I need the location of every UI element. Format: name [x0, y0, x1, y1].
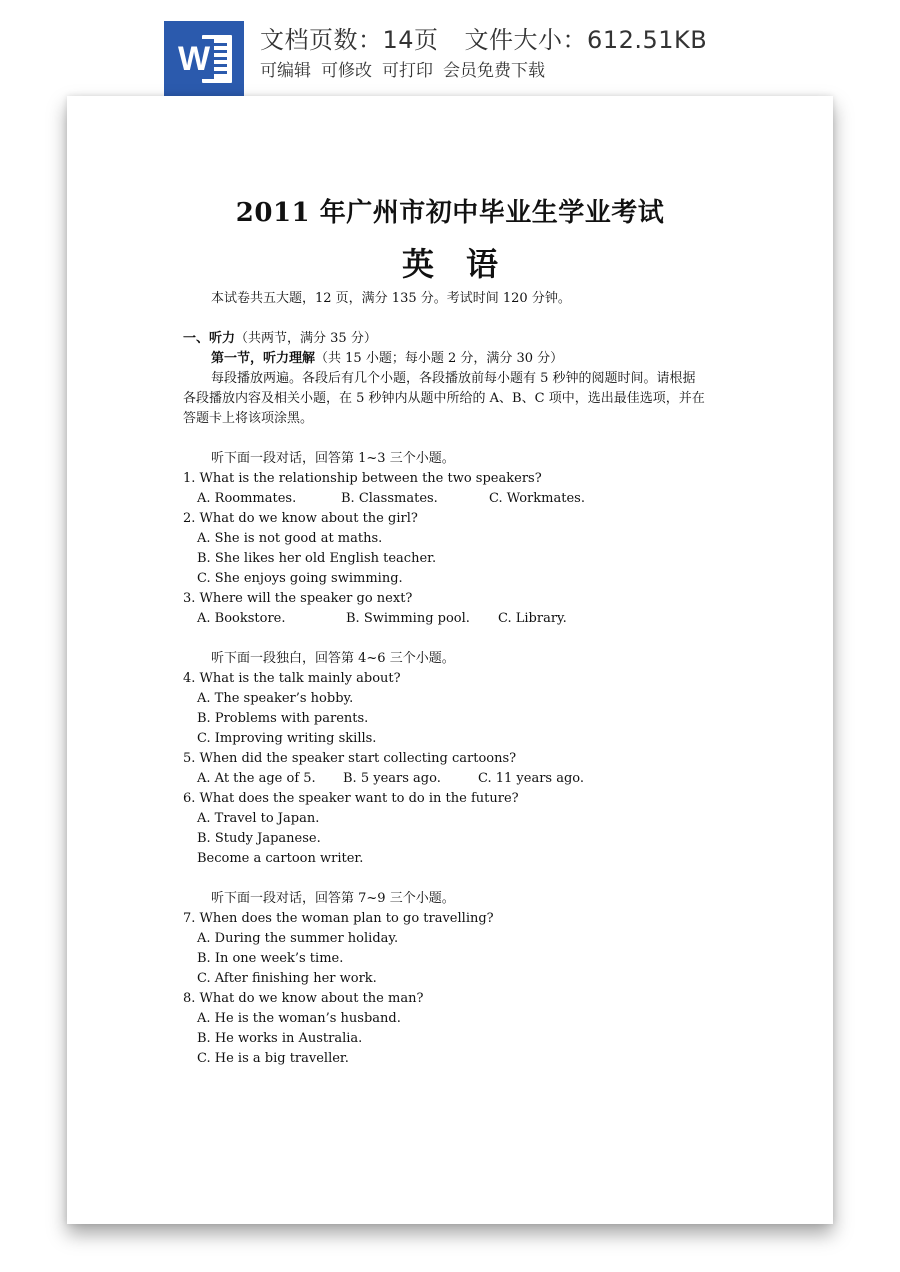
- download-banner: [0, 0, 900, 96]
- option: C. 11 years ago.: [478, 771, 585, 786]
- option: B. Problems with parents.: [197, 711, 369, 726]
- option: A. He is the woman’s husband.: [197, 1011, 401, 1026]
- question: 2. What do we know about the girl?: [183, 511, 418, 526]
- question: 1. What is the relationship between the two speakers?: [183, 471, 542, 486]
- part-heading-title: 一、听力: [183, 331, 236, 346]
- instructions-line: 各段播放内容及相关小题，在 5 秒钟内从题中所给的 A、B、C 项中，选出最佳选项，并在: [183, 391, 705, 406]
- question: 6. What does the speaker want to do in the future?: [183, 791, 519, 806]
- document-page: [67, 96, 833, 1224]
- word-document-icon: [164, 21, 244, 97]
- part-heading-detail: （共两节，满分 35 分）: [235, 331, 377, 346]
- page-count-label: 文档页数：: [260, 26, 383, 54]
- word-letter-badge: W: [174, 39, 214, 79]
- option: A. The speaker’s hobby.: [197, 691, 354, 706]
- section-heading-detail: （共 15 小题；每小题 2 分，满分 30 分）: [315, 351, 564, 366]
- option: A. Travel to Japan.: [197, 811, 320, 826]
- question: 7. When does the woman plan to go travelling?: [183, 911, 494, 926]
- feature-printable: 可打印: [382, 61, 433, 81]
- option: A. Roommates.: [197, 491, 297, 506]
- option: C. She enjoys going swimming.: [197, 571, 403, 586]
- option: C. He is a big traveller.: [197, 1051, 349, 1066]
- question: 8. What do we know about the man?: [183, 991, 424, 1006]
- file-size-value: 612.51KB: [587, 26, 708, 54]
- option: B. She likes her old English teacher.: [197, 551, 437, 566]
- feature-editable: 可编辑: [260, 61, 311, 81]
- option: B. Study Japanese.: [197, 831, 321, 846]
- option: C. Library.: [498, 611, 567, 626]
- instructions-line: 答题卡上将该项涂黑。: [183, 411, 314, 426]
- question: 5. When did the speaker start collecting cartoons?: [183, 751, 517, 766]
- file-size-label: 文件大小：: [464, 26, 588, 54]
- option: A. At the age of 5.: [197, 771, 316, 786]
- section-heading-title: 第一节，听力理解: [211, 351, 316, 366]
- exam-title: 2011 年广州市初中毕业生学业考试: [235, 198, 665, 228]
- exam-subject: 英语: [401, 245, 530, 283]
- option: B. In one week’s time.: [197, 951, 344, 966]
- option: A. Bookstore.: [197, 611, 286, 626]
- option: B. He works in Australia.: [197, 1031, 363, 1046]
- option: C. After finishing her work.: [197, 971, 377, 986]
- option: A. She is not good at maths.: [197, 531, 383, 546]
- instructions-line: 每段播放两遍。各段后有几个小题，各段播放前每小题有 5 秒钟的阅题时间。请根据: [211, 371, 696, 386]
- option: C. Workmates.: [489, 491, 585, 506]
- option: B. Swimming pool.: [346, 611, 470, 626]
- part-heading: [183, 329, 377, 349]
- question: 3. Where will the speaker go next?: [183, 591, 413, 606]
- group-lead: 听下面一段对话，回答第 1~3 三个小题。: [211, 451, 455, 466]
- question: 4. What is the talk mainly about?: [183, 671, 401, 686]
- feature-member-download: 会员免费下载: [443, 61, 545, 81]
- feature-list: [260, 56, 555, 81]
- option: A. During the summer holiday.: [197, 931, 399, 946]
- option: B. Classmates.: [341, 491, 438, 506]
- group-lead: 听下面一段独白，回答第 4~6 三个小题。: [211, 651, 455, 666]
- file-info: [260, 20, 707, 55]
- section-heading: [211, 349, 563, 369]
- feature-modifiable: 可修改: [321, 61, 372, 81]
- option: C. Improving writing skills.: [197, 731, 377, 746]
- option: B. 5 years ago.: [343, 771, 441, 786]
- option: Become a cartoon writer.: [197, 851, 364, 866]
- group-lead: 听下面一段对话，回答第 7~9 三个小题。: [211, 891, 455, 906]
- page-count-value: 14页: [382, 26, 439, 54]
- exam-intro: 本试卷共五大题，12 页，满分 135 分。考试时间 120 分钟。: [211, 291, 571, 306]
